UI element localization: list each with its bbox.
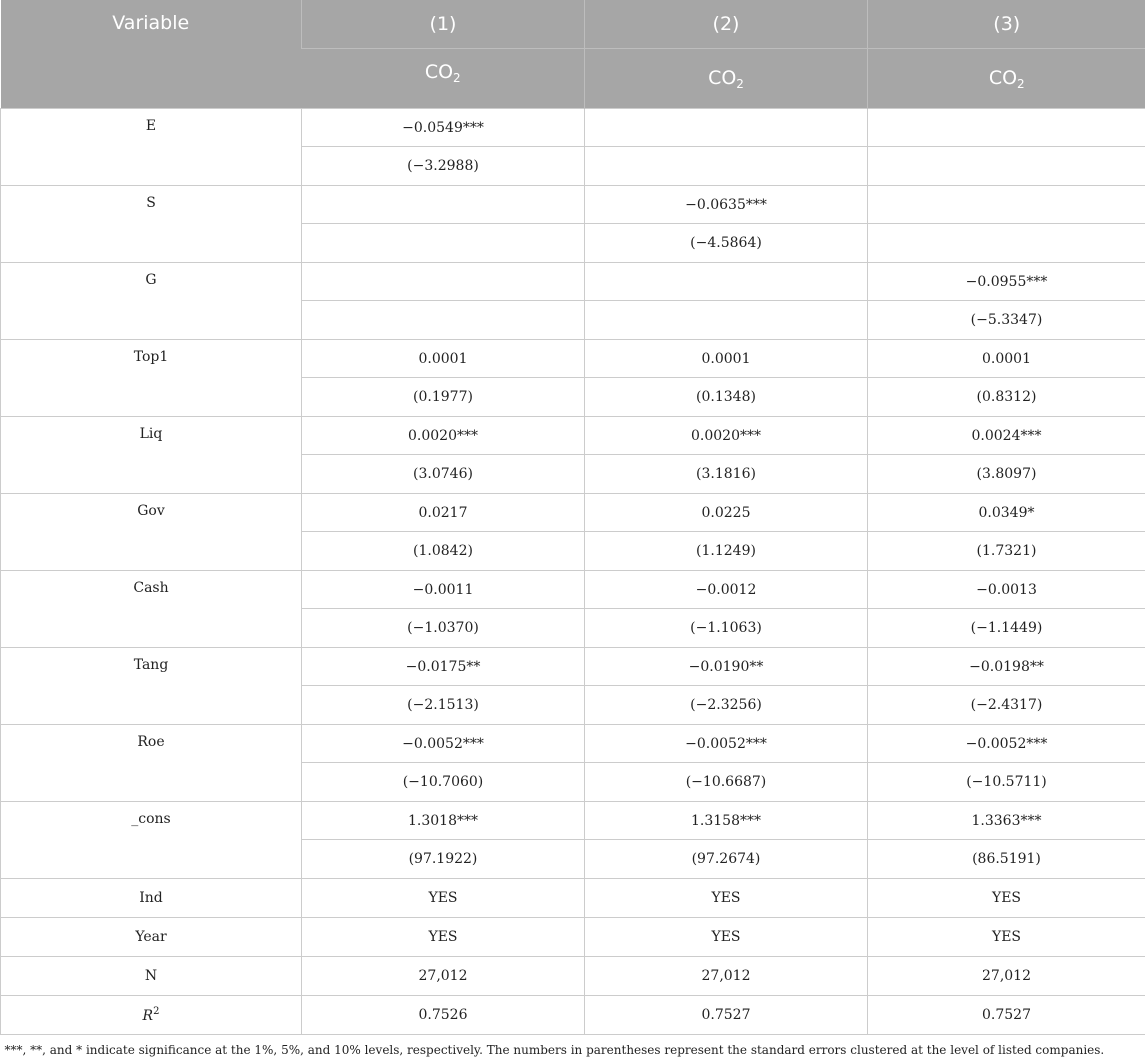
coefficient-cell: 0.0020***: [302, 417, 585, 455]
coefficient-cell: [868, 186, 1145, 224]
dependent-variable-2: $CO_2$: [585, 49, 868, 109]
summary-label: Year: [1, 918, 302, 957]
standard-error-cell: (−10.6687): [585, 763, 868, 802]
coefficient-cell: [302, 186, 585, 224]
coefficient-cell: 1.3363***: [868, 802, 1145, 840]
standard-error-cell: (−1.0370): [302, 609, 585, 648]
standard-error-cell: (97.2674): [585, 840, 868, 879]
standard-error-cell: (−4.5864): [585, 224, 868, 263]
standard-error-cell: (−5.3347): [868, 301, 1145, 340]
coefficient-cell: −0.0052***: [868, 725, 1145, 763]
standard-error-cell: (1.0842): [302, 532, 585, 571]
coefficient-cell: −0.0190**: [585, 648, 868, 686]
standard-error-cell: (3.0746): [302, 455, 585, 494]
standard-error-cell: (97.1922): [302, 840, 585, 879]
table-row: [1, 571, 1145, 609]
column-header-1: (1): [302, 0, 585, 49]
standard-error-cell: (−1.1449): [868, 609, 1145, 648]
coefficient-cell: −0.0052***: [302, 725, 585, 763]
variable-name: E: [1, 109, 302, 186]
table-row: [1, 263, 1145, 301]
column-header-3: (3): [868, 0, 1145, 49]
table-row: [1, 725, 1145, 763]
dependent-variable-1: $CO_2$: [302, 49, 585, 109]
table-row: [1, 802, 1145, 840]
coefficient-cell: −0.0955***: [868, 263, 1145, 301]
standard-error-cell: (−2.4317): [868, 686, 1145, 725]
summary-row: [1, 879, 1145, 918]
variable-name: S: [1, 186, 302, 263]
standard-error-cell: (−3.2988): [302, 147, 585, 186]
variable-header: Variable: [1, 0, 302, 109]
r-squared-value: 0.7527: [585, 996, 868, 1035]
coefficient-cell: 1.3158***: [585, 802, 868, 840]
coefficient-cell: 0.0001: [868, 340, 1145, 378]
r-squared-row: [1, 996, 1145, 1035]
standard-error-cell: (−1.1063): [585, 609, 868, 648]
table-row: [1, 417, 1145, 455]
summary-value: YES: [302, 879, 585, 918]
coefficient-cell: 0.0349*: [868, 494, 1145, 532]
r-squared-label: $R^2$: [1, 996, 302, 1035]
variable-name: Cash: [1, 571, 302, 648]
coefficient-cell: 0.0001: [302, 340, 585, 378]
variable-name: Gov: [1, 494, 302, 571]
standard-error-cell: (0.8312): [868, 378, 1145, 417]
standard-error-cell: [302, 301, 585, 340]
variable-name: G: [1, 263, 302, 340]
standard-error-cell: [868, 147, 1145, 186]
summary-value: 27,012: [585, 957, 868, 996]
standard-error-cell: (−10.7060): [302, 763, 585, 802]
standard-error-cell: (3.8097): [868, 455, 1145, 494]
coefficient-cell: 0.0001: [585, 340, 868, 378]
coefficient-cell: −0.0198**: [868, 648, 1145, 686]
summary-value: 27,012: [868, 957, 1145, 996]
coefficient-cell: −0.0549***: [302, 109, 585, 147]
standard-error-cell: (86.5191): [868, 840, 1145, 879]
standard-error-cell: (−2.1513): [302, 686, 585, 725]
column-header-2: (2): [585, 0, 868, 49]
variable-name: Liq: [1, 417, 302, 494]
coefficient-cell: [585, 109, 868, 147]
standard-error-cell: (−10.5711): [868, 763, 1145, 802]
standard-error-cell: [868, 224, 1145, 263]
coefficient-cell: −0.0013: [868, 571, 1145, 609]
coefficient-cell: −0.0052***: [585, 725, 868, 763]
coefficient-cell: 0.0225: [585, 494, 868, 532]
table-row: [1, 648, 1145, 686]
coefficient-cell: [585, 263, 868, 301]
r-squared-value: 0.7526: [302, 996, 585, 1035]
standard-error-cell: (1.1249): [585, 532, 868, 571]
table-body: [1, 109, 1145, 1035]
coefficient-cell: −0.0175**: [302, 648, 585, 686]
coefficient-cell: −0.0635***: [585, 186, 868, 224]
summary-value: YES: [868, 879, 1145, 918]
summary-value: YES: [302, 918, 585, 957]
summary-label: Ind: [1, 879, 302, 918]
coefficient-cell: 0.0217: [302, 494, 585, 532]
summary-row: [1, 918, 1145, 957]
variable-name: Tang: [1, 648, 302, 725]
table-row: [1, 340, 1145, 378]
standard-error-cell: [585, 147, 868, 186]
coefficient-cell: 0.0020***: [585, 417, 868, 455]
coefficient-cell: [302, 263, 585, 301]
r-squared-value: 0.7527: [868, 996, 1145, 1035]
summary-value: YES: [868, 918, 1145, 957]
variable-name: _cons: [1, 802, 302, 879]
variable-name: Top1: [1, 340, 302, 417]
table-row: [1, 109, 1145, 147]
summary-value: YES: [585, 879, 868, 918]
dependent-variable-3: $CO_2$: [868, 49, 1145, 109]
standard-error-cell: (3.1816): [585, 455, 868, 494]
standard-error-cell: (−2.3256): [585, 686, 868, 725]
standard-error-cell: (0.1977): [302, 378, 585, 417]
table-row: [1, 186, 1145, 224]
summary-value: 27,012: [302, 957, 585, 996]
table-row: [1, 494, 1145, 532]
variable-name: Roe: [1, 725, 302, 802]
standard-error-cell: [302, 224, 585, 263]
table-header: [1, 0, 1145, 109]
coefficient-cell: −0.0012: [585, 571, 868, 609]
coefficient-cell: 1.3018***: [302, 802, 585, 840]
coefficient-cell: [868, 109, 1145, 147]
coefficient-cell: 0.0024***: [868, 417, 1145, 455]
standard-error-cell: [585, 301, 868, 340]
coefficient-cell: −0.0011: [302, 571, 585, 609]
standard-error-cell: (0.1348): [585, 378, 868, 417]
standard-error-cell: (1.7321): [868, 532, 1145, 571]
table-footnote: ***, **, and * indicate significance at the 1%, 5%, and 10% levels, respectively. The numbers in parentheses represent the standard errors clustered at the level of listed companies.: [1, 1035, 1145, 1057]
summary-value: YES: [585, 918, 868, 957]
summary-row: [1, 957, 1145, 996]
summary-label: N: [1, 957, 302, 996]
